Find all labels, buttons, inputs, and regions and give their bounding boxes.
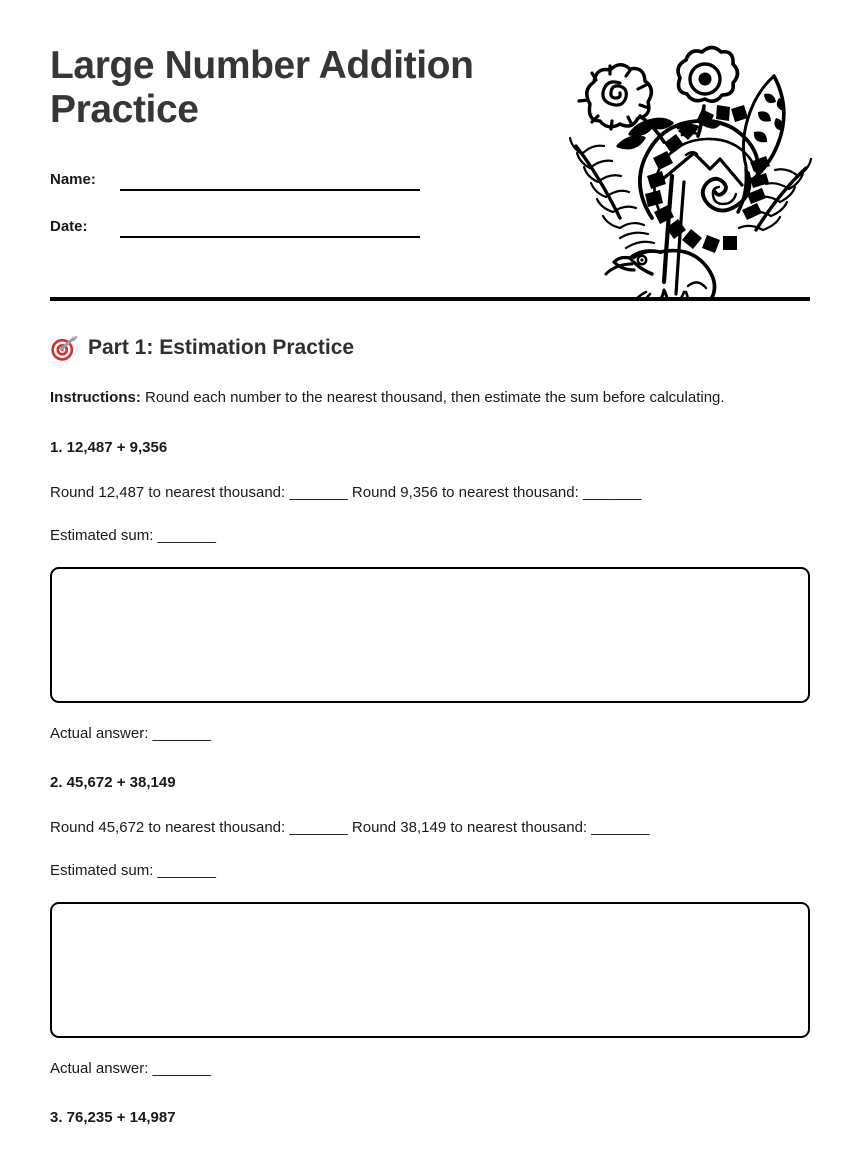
estimated-sum-line[interactable]: Estimated sum: _______ bbox=[50, 862, 216, 879]
problem-title: 2. 45,672 + 38,149 bbox=[50, 774, 176, 791]
actual-answer-line[interactable]: Actual answer: _______ bbox=[50, 724, 211, 742]
problem-title: 3. 76,235 + 14,987 bbox=[50, 1109, 176, 1126]
instructions bbox=[50, 387, 810, 408]
worksheet-header bbox=[50, 0, 810, 288]
date-field-row bbox=[50, 207, 430, 238]
problem-item bbox=[50, 438, 810, 743]
date-input-line[interactable] bbox=[120, 236, 420, 238]
page-title: Large Number Addition Practice bbox=[50, 44, 474, 132]
instructions-text: Round each number to the nearest thousand, then estimate the sum before calculating. bbox=[140, 389, 725, 406]
rounding-prompt-line[interactable]: Round 45,672 to nearest thousand: _______ Round 38,149 to nearest thousand: _______ bbox=[50, 818, 650, 836]
direct-hit-target-icon bbox=[50, 334, 78, 362]
work-area-box[interactable] bbox=[50, 902, 810, 1038]
section-header bbox=[50, 334, 810, 362]
botanical-kiwi-koru-illustration-icon bbox=[560, 42, 822, 298]
student-info-fields bbox=[50, 160, 430, 238]
problem-title: 1. 12,487 + 9,356 bbox=[50, 439, 168, 456]
section-title: Part 1: Estimation Practice bbox=[88, 336, 355, 360]
problem-item bbox=[50, 773, 810, 1078]
name-input-line[interactable] bbox=[120, 189, 420, 191]
name-field-row bbox=[50, 160, 430, 191]
estimated-sum-line[interactable]: Estimated sum: _______ bbox=[50, 527, 216, 544]
rounding-prompt-line[interactable]: Round 12,487 to nearest thousand: _______ Round 9,356 to nearest thousand: _______ bbox=[50, 483, 642, 501]
actual-answer-line[interactable]: Actual answer: _______ bbox=[50, 1059, 211, 1077]
problem-item bbox=[50, 1108, 810, 1128]
instructions-label: Instructions: bbox=[50, 389, 141, 406]
work-area-box[interactable] bbox=[50, 567, 810, 703]
name-label: Name: bbox=[50, 171, 96, 189]
date-label: Date: bbox=[50, 218, 88, 236]
